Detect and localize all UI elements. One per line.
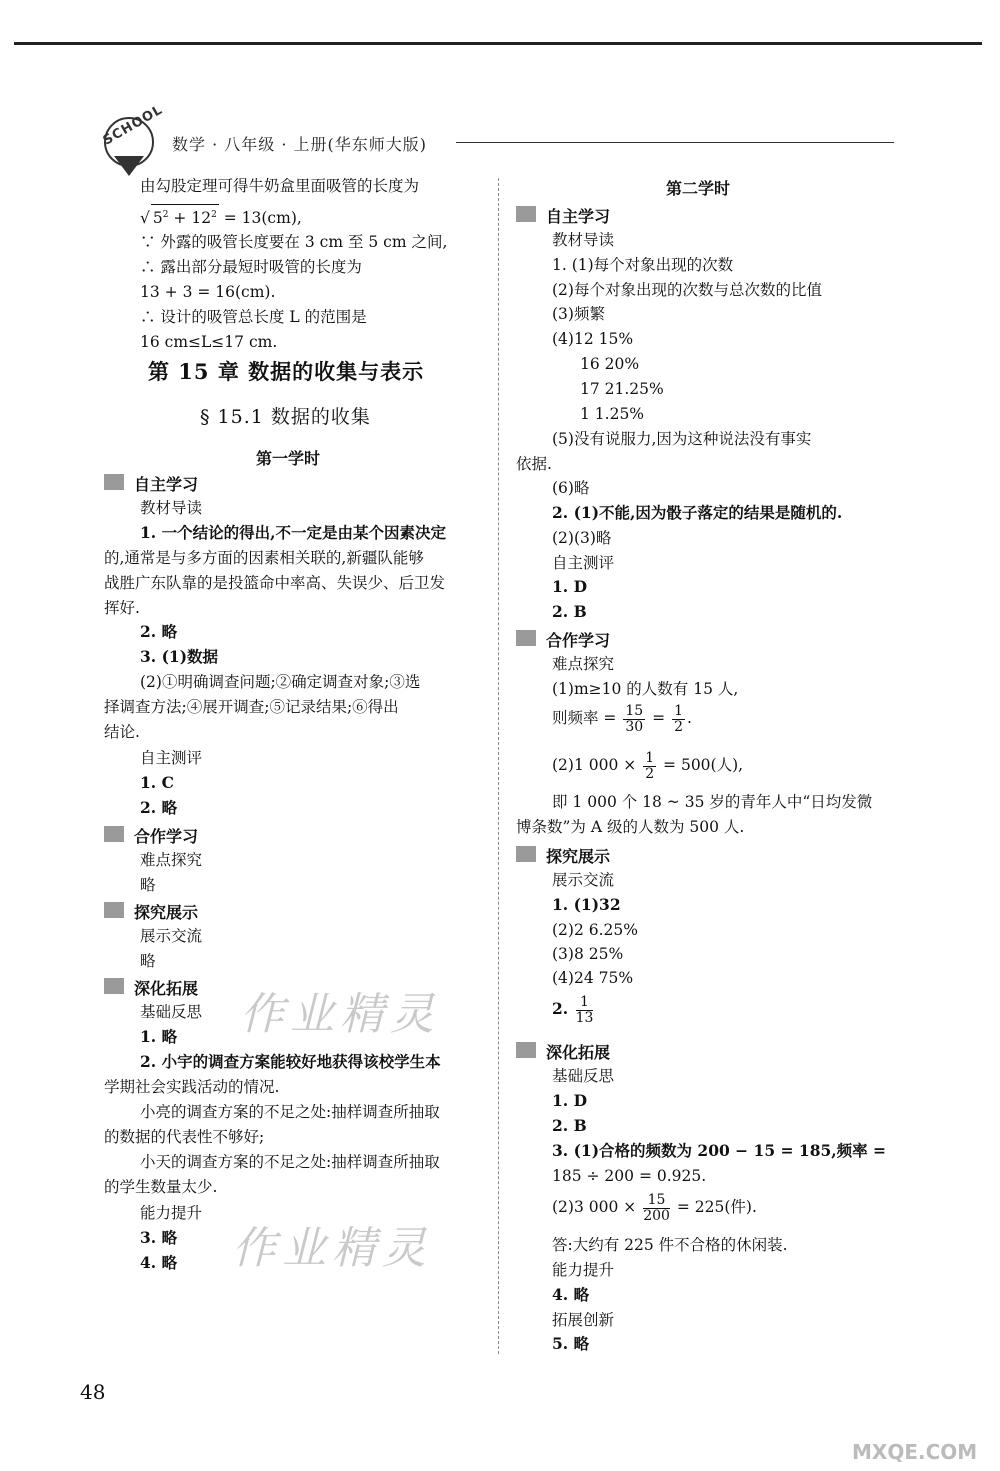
text-line: 5. 略 <box>552 1334 590 1353</box>
fraction-line: 则频率 = $\frac{15}{30}$ = $\frac{1}{2}$ . <box>552 702 692 735</box>
text-line: 答:大约有 225 件不合格的休闲装. <box>552 1236 788 1254</box>
lesson-title: 第一学时 <box>256 449 321 468</box>
section-heading: 深化拓展 <box>104 976 198 999</box>
text-line: 学期社会实践活动的情况. <box>104 1078 280 1096</box>
text-line: 1. (1)每个对象出现的次数 <box>552 256 734 274</box>
text-line: 战胜广东队靠的是投篮命中率高、失误少、后卫发 <box>104 574 446 592</box>
text-line: 1. D <box>552 1091 588 1110</box>
sqrt-expression: √ $5^2 + 12^2 = 13(cm)$, <box>140 204 302 228</box>
text-line: (5)没有说服力,因为这种说法没有事实 <box>552 430 812 448</box>
subheading: 拓展创新 <box>552 1311 615 1329</box>
text-line: (2)每个对象出现的次数与总次数的比值 <box>552 281 822 299</box>
text-line: 博条数”为 A 级的人数为 500 人. <box>516 818 745 836</box>
text-line: (3)频繁 <box>552 305 605 323</box>
text-line: 16 cm≤L≤17 cm. <box>140 333 278 351</box>
section-title: § 15.1 数据的收集 <box>200 406 371 428</box>
text-line: 1. (1)32 <box>552 895 621 914</box>
text-line: ∵ 外露的吸管长度要在 3 cm 至 5 cm 之间, <box>140 233 448 251</box>
text-line: 3. (1)数据 <box>140 647 219 666</box>
text-line: 1. D <box>552 577 588 596</box>
text-line: 的学生数量太少. <box>104 1178 218 1196</box>
text-line: 小天的调查方案的不足之处:抽样调查所抽取 <box>140 1153 440 1171</box>
section-heading: 自主学习 <box>516 204 610 227</box>
text-line: (2)①明确调查问题;②确定调查对象;③选 <box>140 673 421 691</box>
text-line: 小亮的调查方案的不足之处:抽样调查所抽取 <box>140 1103 440 1121</box>
top-rule <box>14 42 982 45</box>
text-line: 择调查方法;④展开调查;⑤记录结果;⑥得出 <box>104 698 399 716</box>
text-line: 185 ÷ 200 = 0.925. <box>552 1167 707 1185</box>
fraction-line: 2. $\frac{1}{13}$ <box>552 993 594 1026</box>
text-line: 1 1.25% <box>580 405 645 423</box>
section-heading: 合作学习 <box>104 824 198 847</box>
subheading: 基础反思 <box>552 1067 615 1085</box>
subheading: 自主测评 <box>552 554 615 572</box>
header-rule <box>456 142 894 143</box>
text-line: 2. 小宇的调查方案能较好地获得该校学生本 <box>140 1052 441 1071</box>
text-line: 挥好. <box>104 599 140 617</box>
subheading: 自主测评 <box>140 749 203 767</box>
text-line: ∴ 露出部分最短时吸管的长度为 <box>140 258 362 276</box>
section-heading: 合作学习 <box>516 628 610 651</box>
subheading: 难点探究 <box>140 851 203 869</box>
section-heading: 探究展示 <box>516 844 610 867</box>
text-line: 由勾股定理可得牛奶盒里面吸管的长度为 <box>140 177 420 195</box>
text-line: 3. 略 <box>140 1228 178 1247</box>
text-line: 4. 略 <box>552 1285 590 1304</box>
text-line: 结论. <box>104 723 140 741</box>
text-line: 1. 一个结论的得出,不一定是由某个因素决定 <box>140 523 446 542</box>
section-heading: 自主学习 <box>104 472 198 495</box>
text-line: ∴ 设计的吸管总长度 L 的范围是 <box>140 308 367 326</box>
site-watermark: MXQE.COM <box>852 1440 978 1464</box>
subheading: 展示交流 <box>140 927 203 945</box>
watermark: 作业精灵 <box>232 1223 432 1274</box>
text-line: 略 <box>140 952 156 970</box>
text-line: (2)(3)略 <box>552 529 612 547</box>
watermark: 作业精灵 <box>240 989 440 1040</box>
text-line: (4)12 15% <box>552 330 634 348</box>
text-line: (1)m≥10 的人数有 15 人, <box>552 680 739 698</box>
fraction-line: (2)3 000 × $\frac{15}{200}$ = 225(件). <box>552 1191 757 1224</box>
subheading: 基础反思 <box>140 1003 203 1021</box>
text-line: 2. (1)不能,因为骰子落定的结果是随机的. <box>552 503 843 522</box>
text-line: (2)2 6.25% <box>552 921 638 939</box>
text-line: 的数据的代表性不够好; <box>104 1128 265 1146</box>
column-divider <box>498 178 499 1354</box>
text-line: 3. (1)合格的频数为 200 − 15 = 185,频率 = <box>552 1141 887 1160</box>
page-number: 48 <box>80 1380 106 1404</box>
text-line: (6)略 <box>552 479 590 497</box>
text-line: 1. 略 <box>140 1027 178 1046</box>
lesson-title: 第二学时 <box>666 179 731 198</box>
chapter-title: 第 15 章 数据的收集与表示 <box>148 359 425 384</box>
text-line: 1. C <box>140 773 174 792</box>
subheading: 难点探究 <box>552 655 615 673</box>
fraction-line: (2)1 000 × $\frac{1}{2}$ = 500(人), <box>552 749 744 782</box>
text-line: 16 20% <box>580 355 640 373</box>
text-line: (3)8 25% <box>552 945 624 963</box>
text-line: 2. B <box>552 1116 587 1135</box>
text-line: 13 + 3 = 16(cm). <box>140 283 276 301</box>
text-line: 依据. <box>516 455 552 473</box>
subheading: 教材导读 <box>552 231 615 249</box>
text-line: 17 21.25% <box>580 380 664 398</box>
text-line: 4. 略 <box>140 1253 178 1272</box>
subheading: 能力提升 <box>552 1261 615 1279</box>
text-line: 2. 略 <box>140 622 178 641</box>
subheading: 能力提升 <box>140 1204 203 1222</box>
text-line: 2. 略 <box>140 798 178 817</box>
section-heading: 深化拓展 <box>516 1040 610 1063</box>
subheading: 教材导读 <box>140 499 203 517</box>
text-line: 即 1 000 个 18 ~ 35 岁的青年人中“日均发微 <box>552 793 873 811</box>
text-line: (4)24 75% <box>552 969 634 987</box>
text-line: 略 <box>140 876 156 894</box>
text-line: 的,通常是与多方面的因素相关联的,新疆队能够 <box>104 549 424 567</box>
book-title: 数学 · 八年级 · 上册(华东师大版) <box>172 135 428 154</box>
logo-text: SCHOOL <box>100 102 166 149</box>
text-line: 2. B <box>552 602 587 621</box>
section-heading: 探究展示 <box>104 900 198 923</box>
subheading: 展示交流 <box>552 871 615 889</box>
